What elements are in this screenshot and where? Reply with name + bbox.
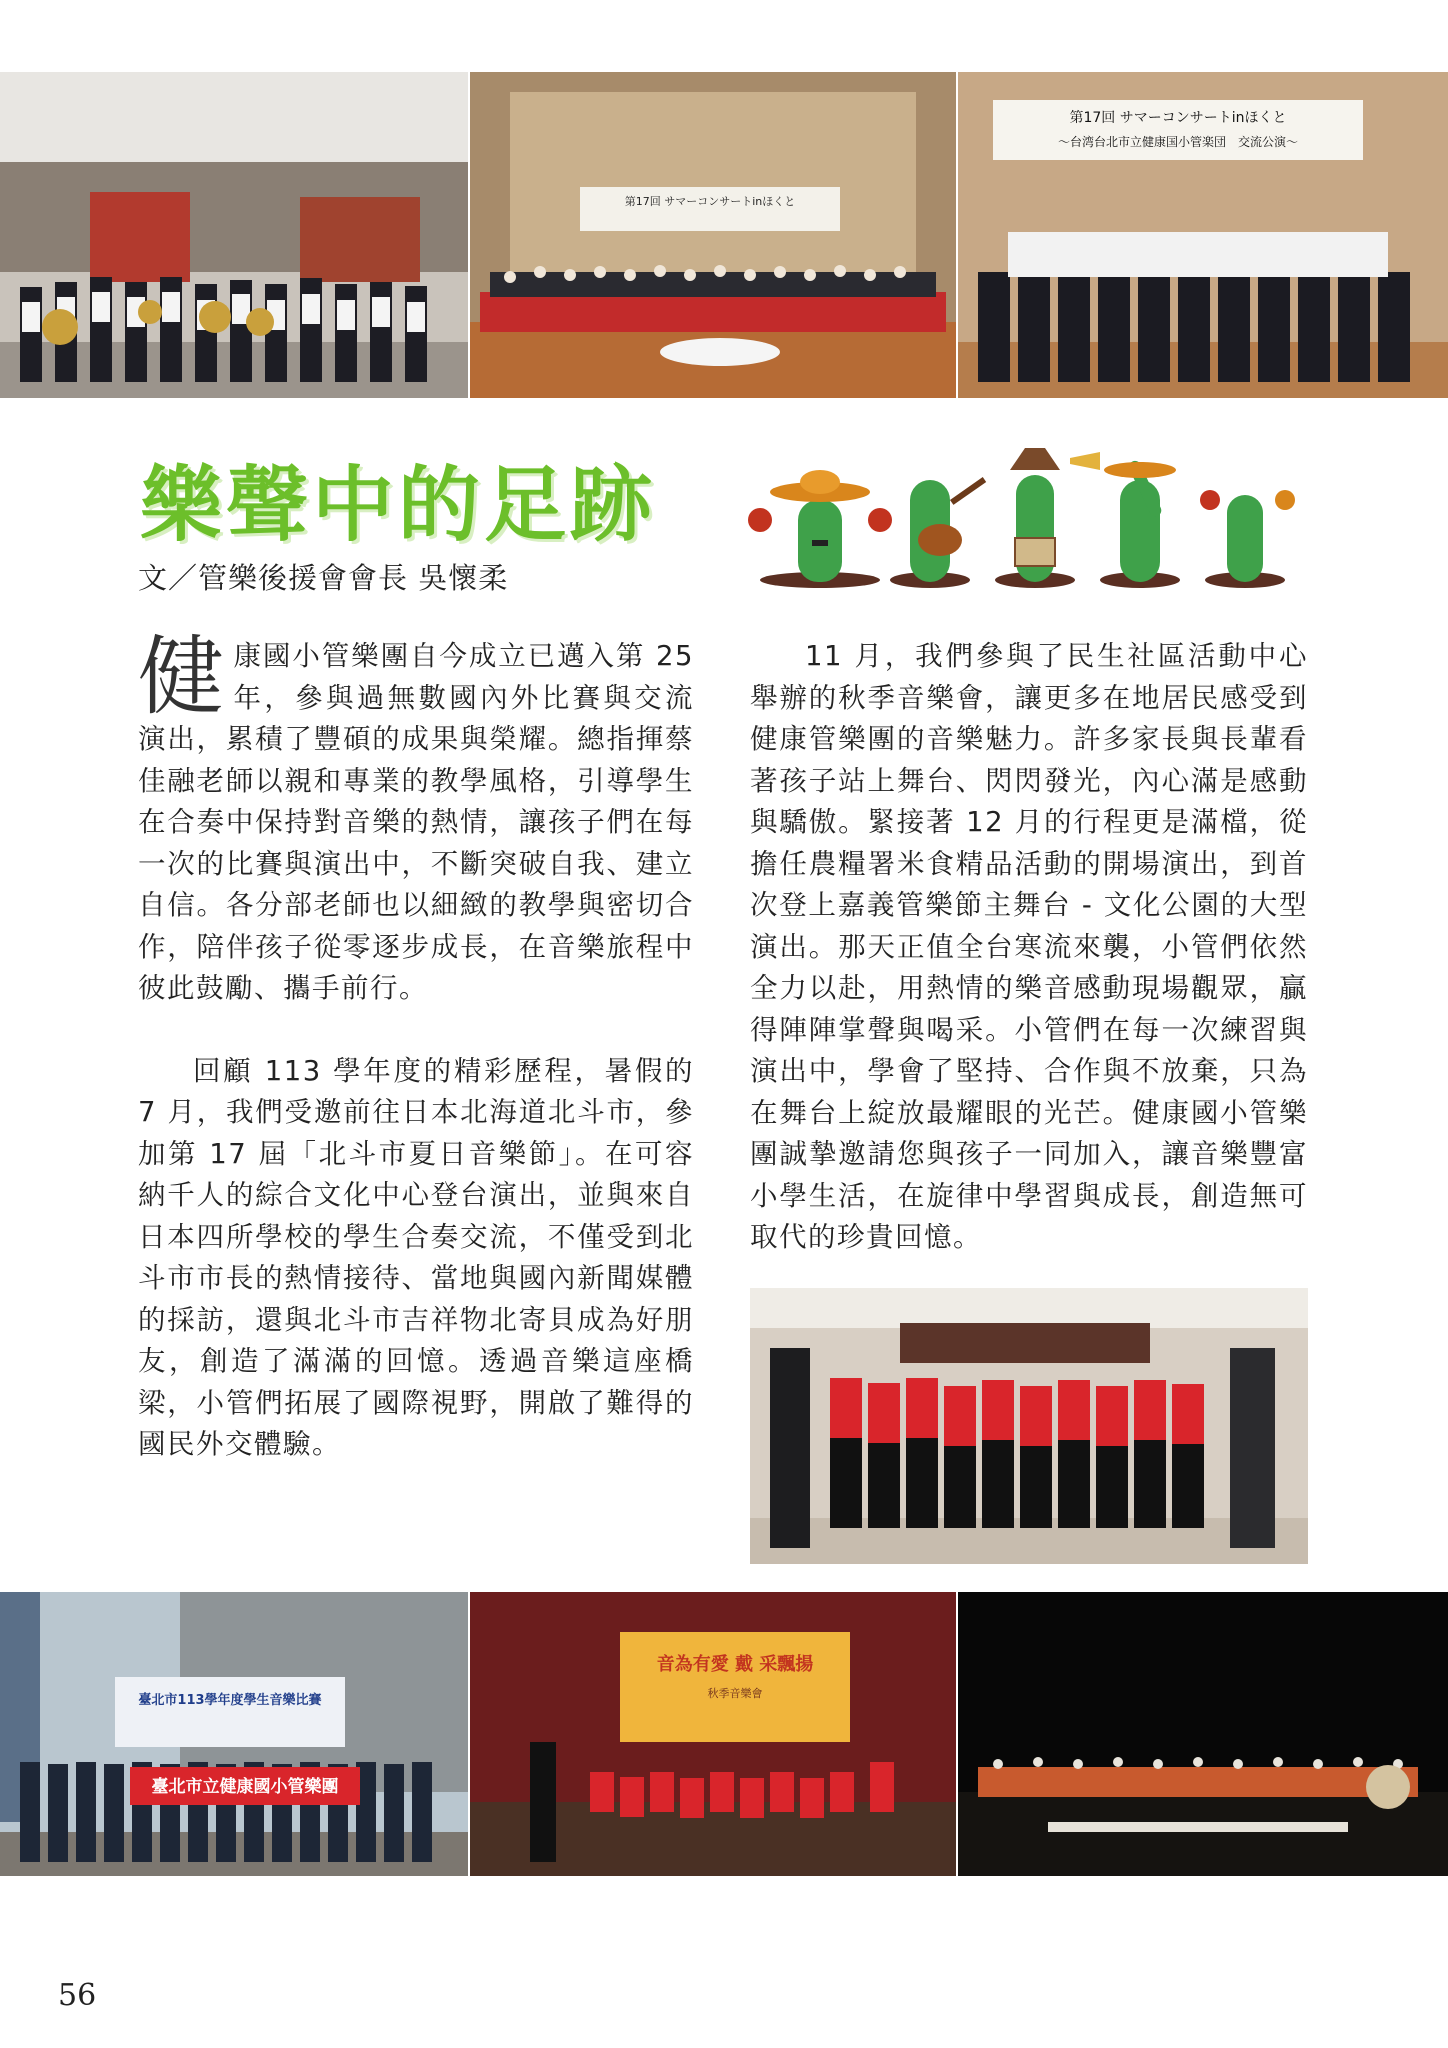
paragraph-3: 11 月，我們參與了民生社區活動中心舉辦的秋季音樂會，讓更多在地居民感受到健康管樂團的音樂魅力。許多家長與長輩看著孩子站上舞台、閃閃發光，內心滿是感動與驕傲。緊接著 12 月的行程更是滿檔，從擔任農糧署米食精品活動的開場演出，到首次登上嘉義管樂節主舞台 - 文化公園的大型演出。那天正值全台寒流來襲，小管們依然全力以赴，用熱情的樂音感動現場觀眾，贏得陣陣掌聲與喝采。小管們在每一次練習與演出中，學會了堅持、合作與不放棄，只為在舞台上綻放最耀眼的光芒。健康國小管樂團誠摯邀請您與孩子一同加入，讓音樂豐富小學生活，在旋律中學習與成長，創造無可取代的珍貴回憶。 <box>750 640 1308 1253</box>
cactus-guitar-icon <box>890 477 986 588</box>
stage-banner-line2: 〜台湾台北市立健康国小管楽団 交流公演〜 <box>1057 135 1299 149</box>
cactus-maracas-icon <box>748 470 892 588</box>
photo-community-concert <box>750 1288 1308 1564</box>
concert-banner-text: 音為有愛 戴 采飄揚 <box>656 1654 814 1675</box>
paragraph-1 <box>138 627 694 1010</box>
photo-dark-stage <box>958 1592 1448 1876</box>
cactus-shaker-icon <box>1200 490 1295 588</box>
paragraph-2: 回顧 113 學年度的精彩歷程，暑假的 7 月，我們受邀前往日本北海道北斗市，參加第 17 屆「北斗市夏日音樂節」。在可容納千人的綜合文化中心登台演出，並與來自日本四所學校的學生合奏交流，不僅受到北斗市市長的熱情接待、當地與國內新聞媒體的採訪，還與北斗市吉祥物北寄貝成為好朋友，創造了滿滿的回憶。透過音樂這座橋梁，小管們拓展了國際視野，開啟了難得的國民外交體驗。 <box>138 1054 694 1460</box>
school-banner-text: 臺北市立健康國小管樂團 <box>151 1777 339 1797</box>
column-right <box>750 636 1308 1259</box>
concert-banner-subtext: 秋季音樂會 <box>707 1687 763 1700</box>
photo-hall-group <box>470 72 956 398</box>
article-title: 樂聲中的足跡 <box>140 458 657 553</box>
photo-autumn-concert <box>470 1592 956 1876</box>
page-number: 56 <box>58 1978 97 2013</box>
contest-banner-text: 臺北市113學年度學生音樂比賽 <box>138 1693 322 1708</box>
paragraph-1-text: 康國小管樂團自今成立已邁入第 25 年，參與過無數國內外比賽與交流演出，累積了豐碩的成果與榮耀。總指揮蔡佳融老師以親和專業的教學風格，引導學生在合奏中保持對音樂的熱情，讓孩子們在每一次的比賽與演出中，不斷突破自我、建立自信。各分部老師也以細緻的教學與密切合作，陪伴孩子從零逐步成長，在音樂旅程中彼此鼓勵、攜手前行。 <box>138 640 694 1004</box>
photo-contest-outdoor <box>0 1592 468 1876</box>
article-byline: 文／管樂後援會會長 吳懷柔 <box>138 561 509 595</box>
cactus-drum-icon <box>995 448 1075 588</box>
cactus-trumpet-icon <box>1070 452 1180 588</box>
photo-band-marching <box>0 72 468 398</box>
stage-banner-line1: 第17回 サマーコンサートinほくと <box>1069 110 1287 126</box>
photo-stage-choir <box>958 72 1448 398</box>
cactus-band-illustration <box>740 440 1300 590</box>
drop-cap: 健 <box>138 627 226 727</box>
column-left <box>138 627 694 1466</box>
hall-banner-text: 第17回 サマーコンサートinほくと <box>624 195 796 208</box>
